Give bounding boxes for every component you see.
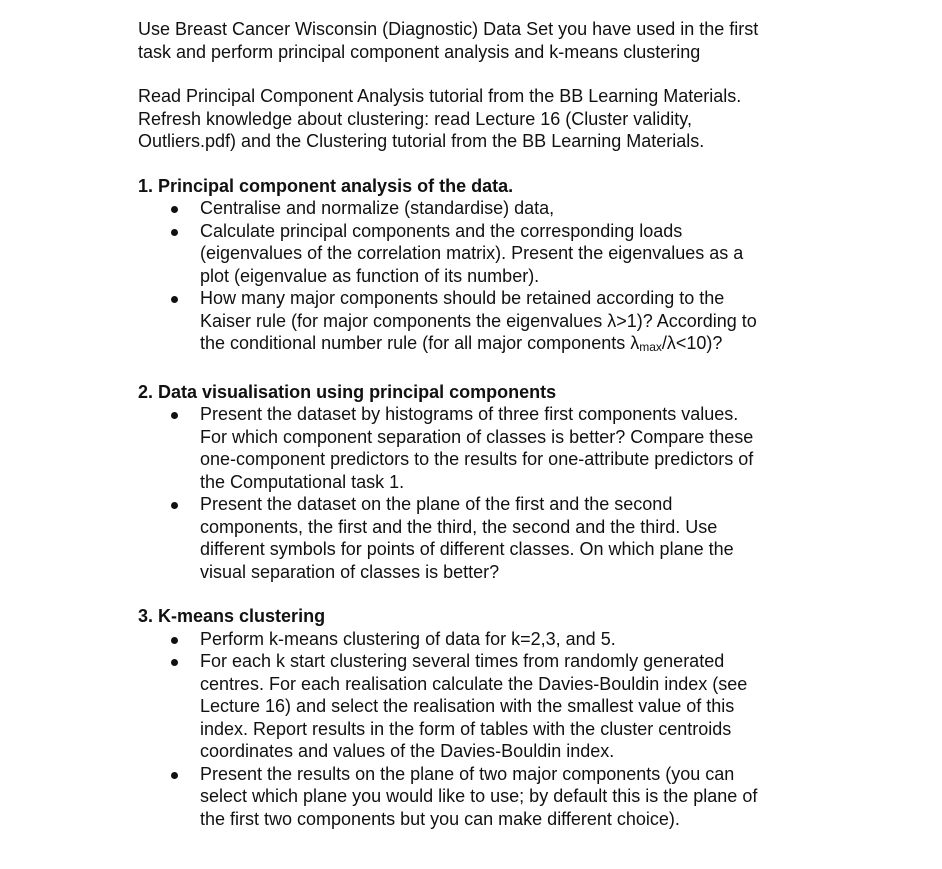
- bullet-list: [138, 197, 828, 359]
- section-pca: [138, 175, 828, 359]
- bullet-dot-icon: [171, 229, 178, 236]
- list-item: [138, 493, 828, 583]
- item-line: select which plane you would like to use; by default this is the plane of: [200, 786, 758, 806]
- bullet-dot-icon: [171, 659, 178, 666]
- bullet-dot-icon: [171, 206, 178, 213]
- list-item: [138, 403, 828, 493]
- item-line: centres. For each realisation calculate the Davies-Bouldin index (see: [200, 673, 748, 694]
- item-line: Calculate principal components and the corresponding loads: [200, 220, 683, 241]
- item-line: the first two components but you can make different choice).: [200, 808, 680, 829]
- item-line: For each k start clustering several times from randomly generated: [200, 651, 725, 671]
- bullet-list: [138, 403, 828, 583]
- item-line: plot (eigenvalue as function of its number).: [200, 265, 540, 286]
- section-title: 3. K-means clustering: [138, 606, 326, 626]
- bullet-dot-icon: [171, 502, 178, 509]
- conditional-suffix: /λ<10)?: [661, 333, 723, 353]
- item-line: Lecture 16) and select the realisation with the smallest value of this: [200, 696, 735, 716]
- item-line: one-component predictors to the results for one-attribute predictors of: [200, 449, 754, 469]
- item-line: Present the dataset on the plane of the first and the second: [200, 494, 673, 514]
- list-item: [138, 197, 828, 220]
- item-line: How many major components should be retained according to the: [200, 288, 725, 308]
- intro-paragraph: [138, 18, 828, 63]
- list-item: [138, 287, 828, 359]
- list-item: [138, 763, 828, 831]
- bullet-dot-icon: [171, 772, 178, 779]
- item-line: Present the dataset by histograms of three first components values.: [200, 404, 739, 424]
- reading-line: Refresh knowledge about clustering: read Lecture 16 (Cluster validity,: [138, 108, 692, 129]
- item-line: Perform k-means clustering of data for k=2,3, and 5.: [200, 628, 616, 649]
- reading-line: Outliers.pdf) and the Clustering tutorial from the BB Learning Materials.: [138, 131, 705, 151]
- item-line: the Computational task 1.: [200, 471, 405, 492]
- bullet-dot-icon: [171, 296, 178, 303]
- list-item: [138, 220, 828, 288]
- item-line: For which component separation of classes is better? Compare these: [200, 426, 754, 447]
- item-line: components, the first and the third, the second and the third. Use: [200, 516, 718, 537]
- item-line: index. Report results in the form of tables with the cluster centroids: [200, 718, 732, 739]
- item-line: coordinates and values of the Davies-Bouldin index.: [200, 741, 615, 761]
- section-visualisation: [138, 381, 828, 584]
- item-line: visual separation of classes is better?: [200, 561, 500, 582]
- item-line: Centralise and normalize (standardise) data,: [200, 198, 555, 218]
- reading-paragraph: [138, 85, 828, 153]
- section-title: 1. Principal component analysis of the data.: [138, 175, 514, 196]
- item-line: Kaiser rule (for major components the eigenvalues λ>1)? According to: [200, 310, 757, 331]
- section-kmeans: [138, 605, 828, 830]
- bullet-list: [138, 628, 828, 831]
- section-title: 2. Data visualisation using principal components: [138, 381, 557, 402]
- intro-line: Use Breast Cancer Wisconsin (Diagnostic) Data Set you have used in the first: [138, 19, 759, 39]
- intro-line: task and perform principal component analysis and k-means clustering: [138, 41, 701, 62]
- item-line: (eigenvalues of the correlation matrix). Present the eigenvalues as a: [200, 243, 744, 263]
- conditional-prefix: the conditional number rule (for all major components λ: [200, 333, 640, 353]
- reading-line: Read Principal Component Analysis tutorial from the BB Learning Materials.: [138, 86, 742, 106]
- item-line: different symbols for points of different classes. On which plane the: [200, 539, 734, 559]
- item-line-conditional: [200, 332, 828, 359]
- list-item: [138, 650, 828, 763]
- assignment-document: [138, 18, 828, 830]
- list-item: [138, 628, 828, 651]
- bullet-dot-icon: [171, 412, 178, 419]
- item-line: Present the results on the plane of two major components (you can: [200, 763, 735, 784]
- bullet-dot-icon: [171, 637, 178, 644]
- lambda-subscript: max: [639, 340, 662, 354]
